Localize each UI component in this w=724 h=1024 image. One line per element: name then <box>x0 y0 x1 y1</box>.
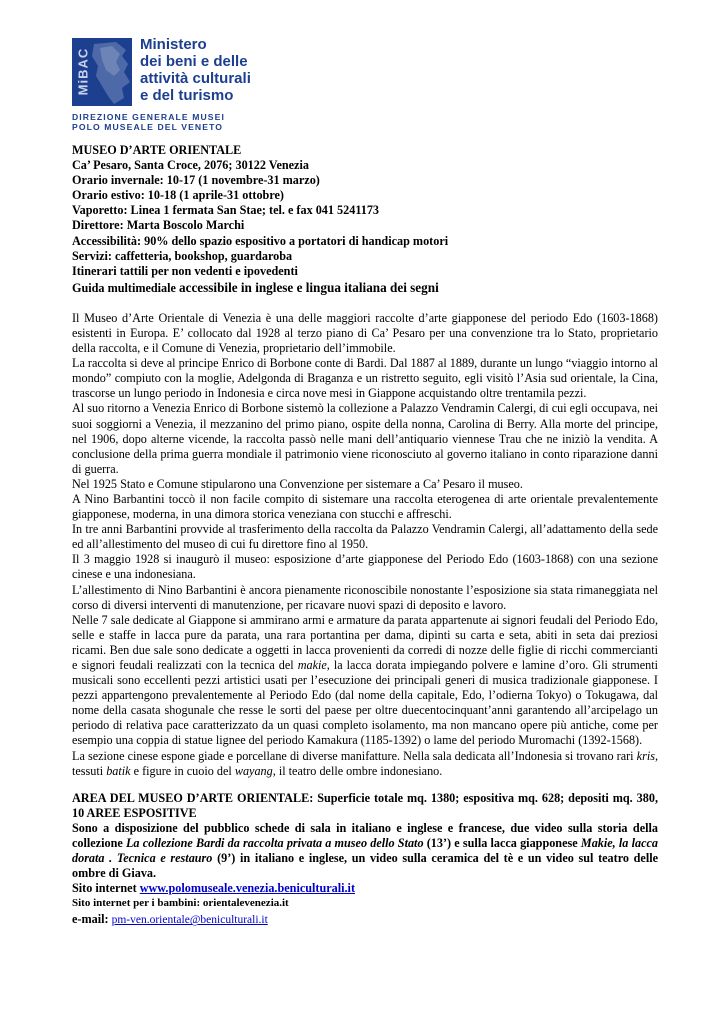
guide-prefix: Guida multimediale <box>72 280 179 295</box>
website-label: Sito internet <box>72 881 140 896</box>
kids-website: Sito internet per i bambini: orientalevenezia.it <box>72 897 289 910</box>
multimedia-guide <box>72 279 658 297</box>
text-span: , la lacca dorata impiegando polvere e lamine d’oro. Gli strumenti musicali sono eccellenti pezzi artistici usati per l’esecuzione dei principali generi di musica tradizionale giapponese. I pezzi appartengono prevalentemente al Periodo Edo (dal nome della capitale, Edo, l’odierna Tokyo) o Tokugawa, dal nome della casata shogunale che resse le sorti del paese per oltre duecentocinquant’anni garantendo all’arcipelago un periodo di relativa pace caratterizzato da un quasi completo isolamento, ma non mancano opere più antiche, come per esempio una coppia di statue lignee del periodo Kamakura (1185-1392) o lame del periodo Muromachi (1392-1568). <box>72 658 659 748</box>
logo-line: dei beni e delle <box>140 53 248 70</box>
video-title: Makie, la lacca dorata . Tecnica e restauro <box>72 836 658 866</box>
logo-vertical-text: MiBAC <box>75 47 91 96</box>
vaporetto-info: Vaporetto: Linea 1 fermata San Stae; tel. e fax 041 5241173 <box>72 203 380 218</box>
italic-term: kris, <box>636 748 658 763</box>
italic-term: wayang <box>234 763 273 778</box>
paragraph: A Nino Barbantini toccò il non facile compito di sistemare una raccolta eterogenea di arte orientale prevalentemente giapponese, moderna, in una dimora storica veneziana con stucchi e affreschi. <box>72 491 658 522</box>
logo-ministry-name <box>140 36 251 104</box>
email-line <box>72 912 658 928</box>
document-body <box>72 143 658 929</box>
paragraph: L’allestimento di Nino Barbantini è ancora pienamente riconoscibile nonostante l’esposizione sia stata rimaneggiata nel corso di diversi interventi di manutenzione, per ricavare nuovi spazi di deposito e lavoro. <box>72 582 658 612</box>
summer-hours: Orario estivo: 10-18 (1 aprile-31 ottobre) <box>72 188 284 203</box>
logo-line: e del turismo <box>140 87 234 104</box>
text-span: Sono a disposizione del pubblico schede di sala in italiano e inglese e francese, due video sulla storia della collezione <box>72 820 658 851</box>
logo-emblem <box>72 38 132 106</box>
text-span: tessuti <box>72 763 107 778</box>
video-title: La collezione Bardi da raccolta privata a museo dello Stato <box>125 836 424 851</box>
director-info: Direttore: Marta Boscolo Marchi <box>72 218 245 233</box>
tactile-itineraries: Itinerari tattili per non vedenti e ipovedenti <box>72 263 298 278</box>
museum-description <box>72 311 658 779</box>
text-span: e figure in cuoio del <box>130 763 235 778</box>
italy-map-icon <box>86 42 132 106</box>
text-span: (9’) in italiano e inglese, un video sulla ceramica del tè e un video sul teatro delle ombre di Giava. <box>72 851 658 881</box>
guide-text: accessibile in inglese e lingua italiana dei segni <box>179 279 439 295</box>
logo-subtitle <box>72 112 225 132</box>
logo-line: attività culturali <box>140 70 251 87</box>
logo-sub-line: DIREZIONE GENERALE MUSEI <box>72 112 225 122</box>
winter-hours: Orario invernale: 10-17 (1 novembre-31 marzo) <box>72 173 320 188</box>
email-link[interactable]: pm-ven.orientale@beniculturali.it <box>111 914 268 927</box>
museum-footer <box>72 791 658 929</box>
paragraph: Il 3 maggio 1928 si inaugurò il museo: esposizione d’arte giapponese del Periodo Edo (1603-1868) con una sezione cinese e una indonesiana. <box>72 552 658 582</box>
text-span: , il teatro delle ombre indonesiano. <box>272 763 443 778</box>
area-info: AREA DEL MUSEO D’ARTE ORIENTALE: Superficie totale mq. 1380; espositiva mq. 628; depositi mq. 380, 10 AREE ESPOSITIVE <box>72 790 658 820</box>
paragraph: In tre anni Barbantini provvide al trasferimento della raccolta da Palazzo Vendramin Calergi, all’adattamento della sede ed all’allestimento del museo di cui fu direttore fino al 1950. <box>72 522 658 552</box>
paragraph: Al suo ritorno a Venezia Enrico di Borbone sistemò la collezione a Palazzo Vendramin Calergi, di cui egli occupava, nei suoi soggiorni a Venezia, il mezzanino del primo piano, ospite della nonna, Carolina di Berry. Alla morte del principe, nel 1906, dopo alterne vicende, la raccolta passò nelle mani dell’antiquario viennese Trau che ne iniziò la vendita. A conclusione della prima guerra mondiale il patrimonio viene riconosciuto al governo italiano in conto riparazione danni di guerra. <box>72 401 658 476</box>
website-line <box>72 881 658 896</box>
logo-line: Ministero <box>140 36 207 53</box>
italic-term: batik <box>106 763 131 778</box>
text-span: La sezione cinese espone giade e porcellane di diverse manifatture. Nella sala dedicata all’Indonesia si trovano rari <box>72 748 637 763</box>
museum-name: MUSEO D’ARTE ORIENTALE <box>72 143 242 157</box>
italic-term: makie <box>297 658 327 672</box>
paragraph: Nel 1925 Stato e Comune stipularono una Convenzione per sistemare a Ca’ Pesaro il museo. <box>72 476 523 491</box>
email-label: e-mail: <box>72 912 112 927</box>
paragraph: Il Museo d’Arte Orientale di Venezia è una delle maggiori raccolte d’arte giapponese del periodo Edo (1603-1868) esistenti in Europa. E’ collocato dal 1928 al terzo piano di Ca’ Pesaro per una convenzione tra lo Stato, proprietario della raccolta, e il Comune di Venezia, proprietario dell’immobile. <box>72 310 658 356</box>
text-span: (13’) e sulla lacca giapponese <box>423 836 581 851</box>
text-span: Nelle 7 sale dedicate al Giappone si ammirano armi e armature da parata appartenute ai signori feudali del Periodo Edo, selle e staffe in lacca pure da parata, una rara portantina per dama, dipinti su carta e seta, abiti in seta dai preziosi ricami. Ben due sale sono dedicate a oggetti in lacca provenienti da corredi di nozze delle figlie di ricchi commercianti e signori feudali realizzati con la tecnica del <box>72 612 658 672</box>
museum-info-header <box>72 143 658 297</box>
materials-info <box>72 821 658 881</box>
services-info: Servizi: caffetteria, bookshop, guardaroba <box>72 248 293 263</box>
website-link[interactable]: www.polomuseale.venezia.beniculturali.it <box>139 881 356 896</box>
museum-address: Ca’ Pesaro, Santa Croce, 2076; 30122 Venezia <box>72 158 309 173</box>
logo-sub-line: POLO MUSEALE DEL VENETO <box>72 122 224 132</box>
paragraph <box>72 613 658 749</box>
accessibility-info: Accessibilità: 90% dello spazio espositivo a portatori di handicap motori <box>72 233 449 248</box>
paragraph <box>72 749 658 779</box>
paragraph: La raccolta si deve al principe Enrico di Borbone conte di Bardi. Dal 1887 al 1889, durante un lungo “viaggio intorno al mondo” compiuto con la moglie, Adelgonda di Braganza e un ristretto seguito, egli visitò l’Asia sud orientale, la Cina, trascorse un lungo periodo in Indonesia e circa nove mesi in Giappone acquistando oltre trentamila pezzi. <box>72 356 658 401</box>
ministry-logo <box>72 36 472 132</box>
